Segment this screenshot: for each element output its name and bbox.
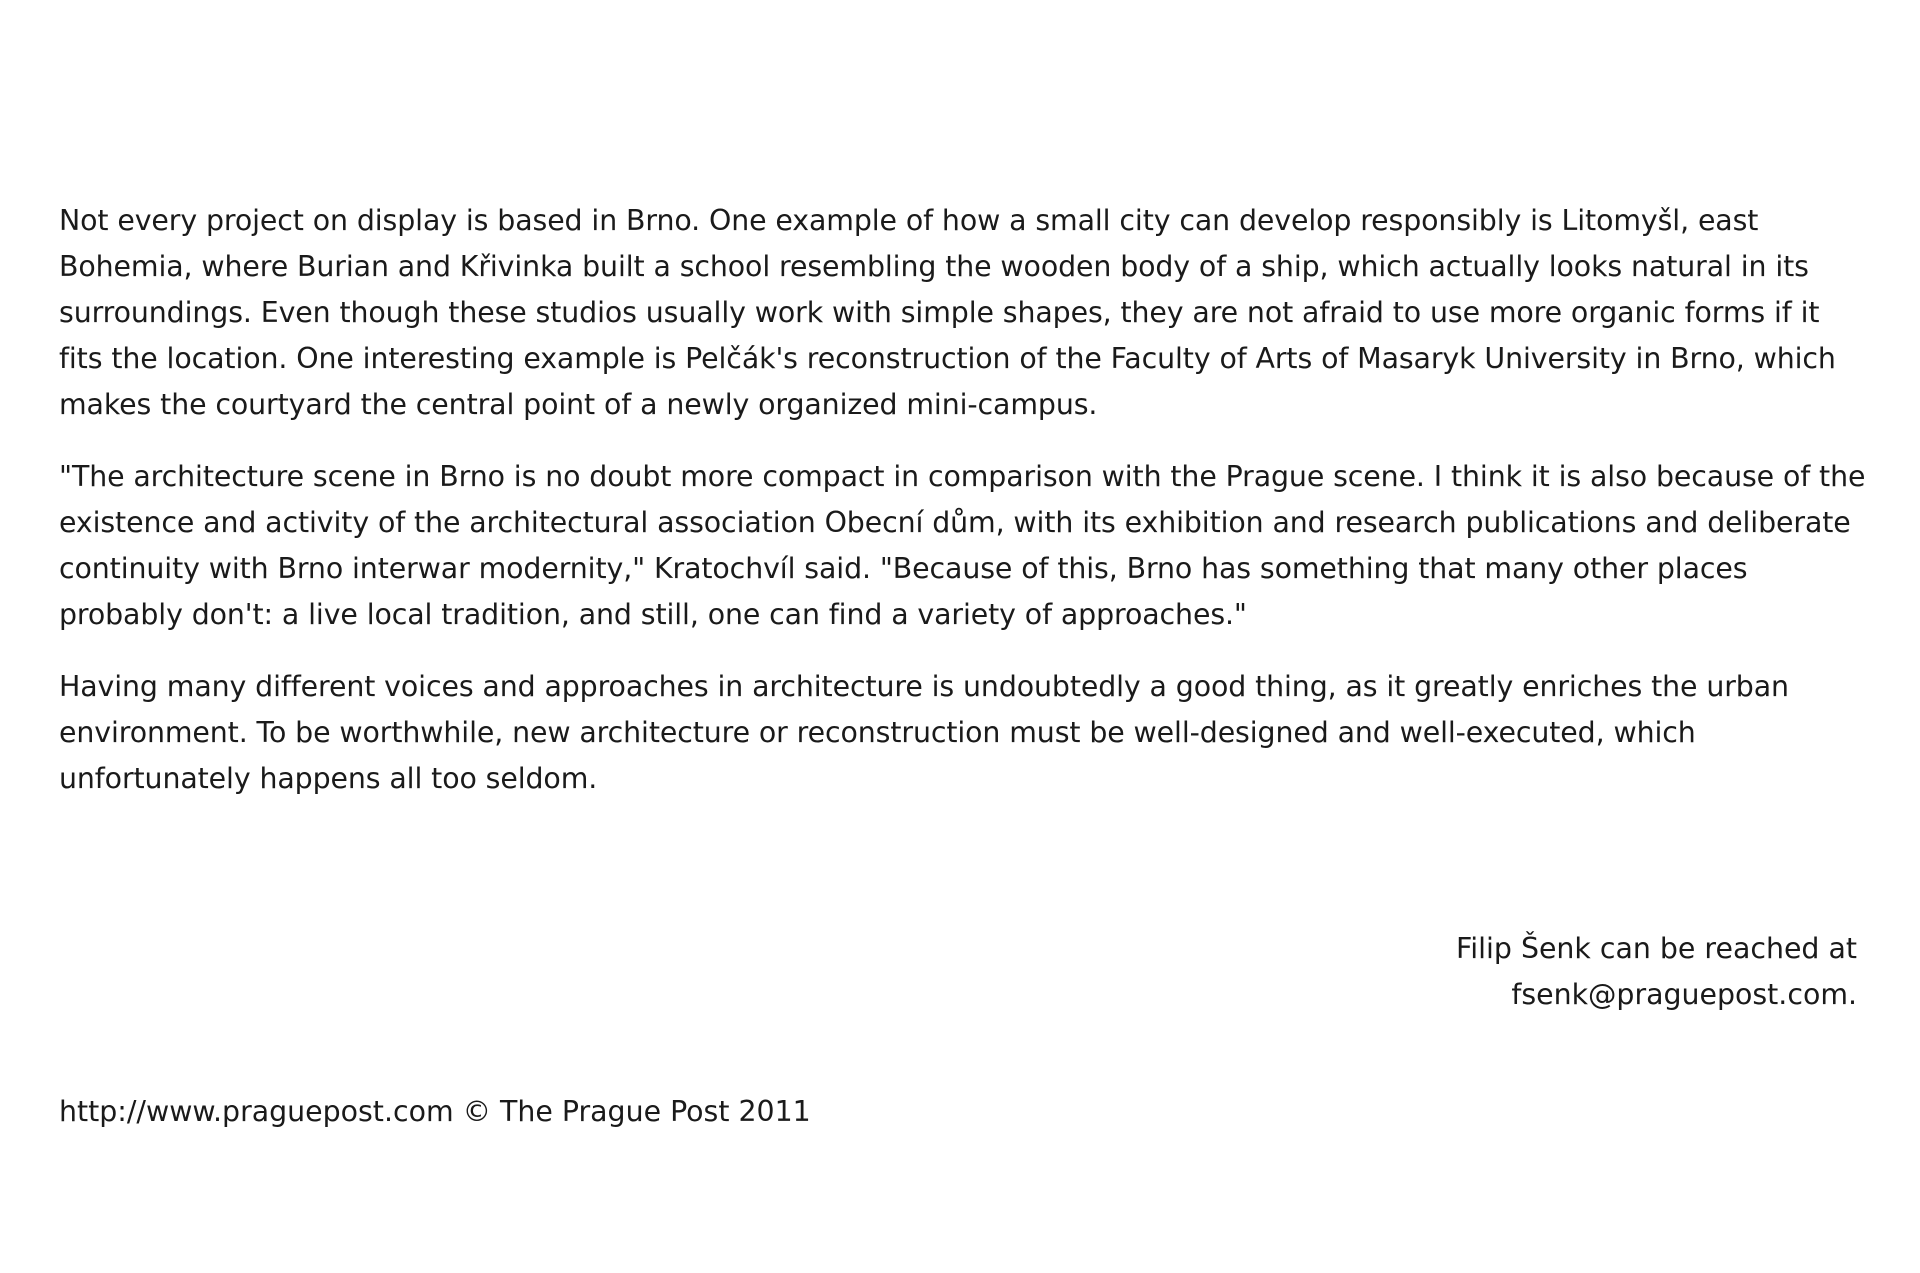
author-signoff [1456, 926, 1857, 1018]
article-paragraph-2: "The architecture scene in Brno is no doubt more compact in comparison with the Prague scene. I think it is also because of the existence and activity of the architectural association Obecní dům, with its exhibition and research publications and deliberate continuity with Brno interwar modernity," Kratochvíl said. "Because of this, Brno has something that many other places probably don't: a live local tradition, and still, one can find a variety of approaches." [59, 460, 1866, 631]
signoff-line-1: Filip Šenk can be reached at [1455, 932, 1857, 965]
article-paragraph-3: Having many different voices and approaches in architecture is undoubtedly a good thing, as it greatly enriches the urban environment. To be worthwhile, new architecture or reconstruction must be well-designed and well-executed, which unfortunately happens all too seldom. [59, 670, 1789, 795]
article-paragraph-1: Not every project on display is based in Brno. One example of how a small city can develop responsibly is Litomyšl, east Bohemia, where Burian and Křivinka built a school resembling the wooden body of a ship, which actually looks natural in its surroundings. Even though these studios usually work with simple shapes, they are not afraid to use more organic forms if it fits the location. One interesting example is Pelčák's reconstruction of the Faculty of Arts of Masaryk University in Brno, which makes the courtyard the central point of a newly organized mini-campus. [59, 204, 1836, 421]
signoff-email: fsenk@praguepost.com. [1511, 978, 1857, 1011]
copyright-footer: http://www.praguepost.com © The Prague Post 2011 [59, 1095, 811, 1128]
article-body [59, 198, 1869, 828]
